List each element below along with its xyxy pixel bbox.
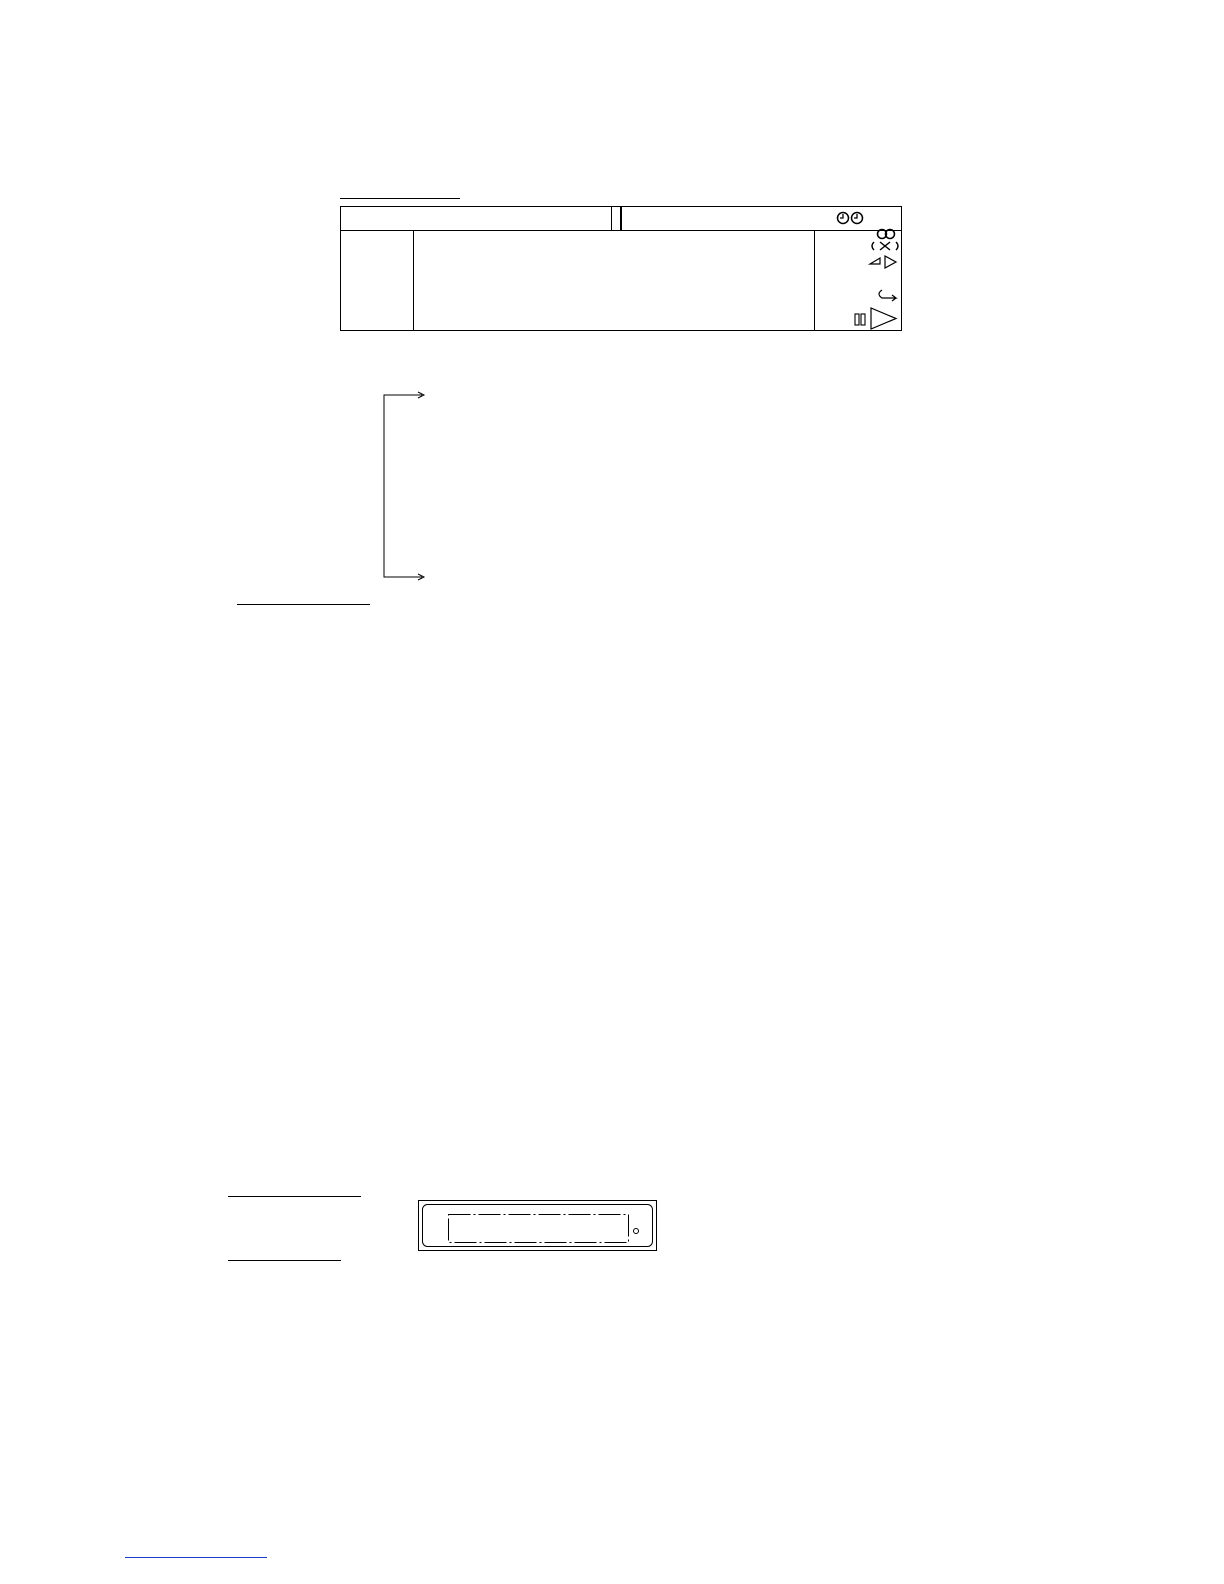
footer-link-underline[interactable] bbox=[125, 1557, 267, 1558]
